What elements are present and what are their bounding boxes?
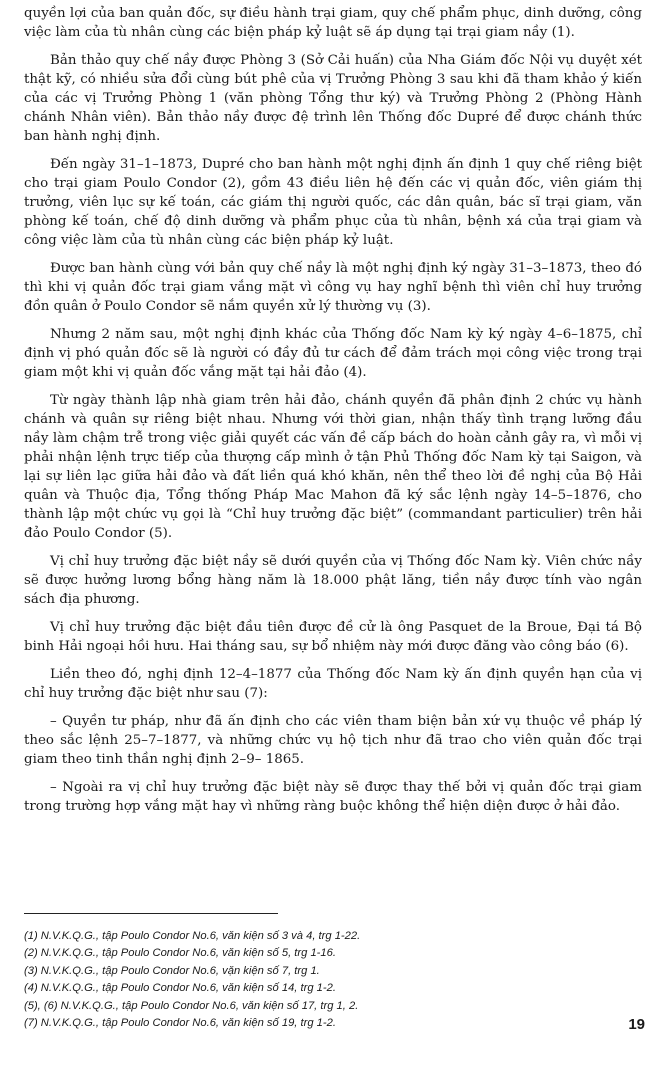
- body-paragraph: – Ngoài ra vị chỉ huy trưởng đặc biệt này sẽ được thay thế bởi vị quản đốc trại giam trong trường hợp vắng mặt hay vì những ràng buộc không thể hiện diện được ở hải đảo.: [24, 780, 642, 814]
- body-paragraph: quyền lợi của ban quản đốc, sự điều hành trại giam, quy chế phẩm phục, dinh dưỡng, công việc làm của tù nhân cùng các biện pháp kỷ luật sẽ áp dụng tại trại giam nầy (1).: [24, 6, 642, 40]
- body-paragraph: – Quyền tư pháp, như đã ấn định cho các viên tham biện bản xứ vụ thuộc về pháp lý theo sắc lệnh 25–7–1877, và những chức vụ hộ tịch như đã trao cho viên quản đốc trại giam theo tinh thần nghị định 2–9– 1865.: [24, 714, 642, 767]
- page-body: [24, 4, 642, 825]
- footnote: (2) N.V.K.Q.G., tập Poulo Condor No.6, văn kiện số 5, trg 1-16.: [24, 947, 336, 960]
- footnote: (1) N.V.K.Q.G., tập Poulo Condor No.6, văn kiện số 3 và 4, trg 1-22.: [24, 930, 361, 942]
- body-paragraph: Bản thảo quy chế nầy được Phòng 3 (Sở Cải huấn) của Nha Giám đốc Nội vụ duyệt xét thật kỹ, có nhiều sửa đổi cùng bút phê của vị Trưởng Phòng 3 sau khi đã tham khảo ý kiến của các vị Trưởng Phòng 1 (văn phòng Tổng thư ký) và Trưởng Phòng 2 (Phòng Hành chánh Nhân viên). Bản thảo nầy được đệ trình lên Thống đốc Dupré để được chánh thức ban hành nghị định.: [24, 53, 642, 144]
- footnotes: [24, 928, 624, 1032]
- footnote: (5), (6) N.V.K.Q.G., tập Poulo Condor No.6, văn kiện số 17, trg 1, 2.: [24, 999, 359, 1012]
- body-paragraph: Vị chỉ huy trưởng đặc biệt nầy sẽ dưới quyền của vị Thống đốc Nam kỳ. Viên chức nầy sẽ được hưởng lương bổng hàng năm là 18.000 phật lăng, tiền nầy được tính vào ngân sách địa phương.: [24, 554, 642, 607]
- body-paragraph: Đến ngày 31–1–1873, Dupré cho ban hành một nghị định ấn định 1 quy chế riêng biệt cho trại giam Poulo Condor (2), gồm 43 điều liên hệ đến các vị quản đốc, viên giám thị trưởng, viên lục sự kế toán, các giám thị người quốc, các dân quân, bác sĩ trại giam, văn phòng kế toán, chế độ dinh dưỡng và phẩm phục của tù nhân, bệnh xá của trại giam và công việc làm của tù nhân cùng các biện pháp kỷ luật.: [24, 157, 642, 248]
- footnote-divider: [24, 913, 278, 914]
- footnote: (4) N.V.K.Q.G., tập Poulo Condor No.6, văn kiện số 14, trg 1-2.: [24, 982, 336, 995]
- body-paragraph: Từ ngày thành lập nhà giam trên hải đảo, chánh quyền đã phân định 2 chức vụ hành chánh và quân sự riêng biệt nhau. Nhưng với thời gian, nhận thấy tình trạng lưỡng đầu nầy làm chậm trễ trong việc giải quyết các vấn đề cấp bách do hoàn cảnh gây ra, vì mỗi vị phải nhận lệnh trực tiếp của thượng cấp mình ở tận Phủ Thống đốc Nam kỳ tại Saigon, và lại sự liên lạc giữa hải đảo và đất liền quá khó khăn, nên thể theo lời đề nghị của Bộ Hải quân và Thuộc địa, Tổng thống Pháp Mac Mahon đã ký sắc lệnh ngày 14–5–1876, cho thành lập một chức vụ gọi là “Chỉ huy trưởng đặc biệt” (commandant particulier) trên hải đảo Poulo Condor (5).: [24, 393, 642, 541]
- page-number: 19: [628, 1016, 645, 1033]
- footnote: (3) N.V.K.Q.G., tập Poulo Condor No.6, vặn kiện số 7, trg 1.: [24, 964, 320, 977]
- body-paragraph: Nhưng 2 năm sau, một nghị định khác của Thống đốc Nam kỳ ký ngày 4–6–1875, chỉ định vị phó quản đốc sẽ là người có đầy đủ tư cách để đảm trách mọi công việc trong trại giam một khi vị quản đốc vắng mặt tại hải đảo (4).: [24, 327, 642, 380]
- body-paragraph: Được ban hành cùng với bản quy chế nầy là một nghị định ký ngày 31–3–1873, theo đó thì khi vị quản đốc trại giam vắng mặt vì công vụ hay nghĩ bệnh thì viên chỉ huy trưởng đồn quân ở Poulo Condor sẽ nắm quyền xử lý thường vụ (3).: [24, 261, 642, 314]
- body-paragraph: Liền theo đó, nghị định 12–4–1877 của Thống đốc Nam kỳ ấn định quyền hạn của vị chỉ huy trưởng đặc biệt như sau (7):: [24, 667, 642, 701]
- body-paragraph: Vị chỉ huy trưởng đặc biệt đầu tiên được đề cử là ông Pasquet de la Broue, Đại tá Bộ binh Hải ngoại hồi hưu. Hai tháng sau, sự bổ nhiệm này mới được đăng vào công báo (6).: [24, 620, 642, 654]
- footnote: (7) N.V.K.Q.G., tập Poulo Condor No.6, văn kiện số 19, trg 1-2.: [24, 1017, 336, 1030]
